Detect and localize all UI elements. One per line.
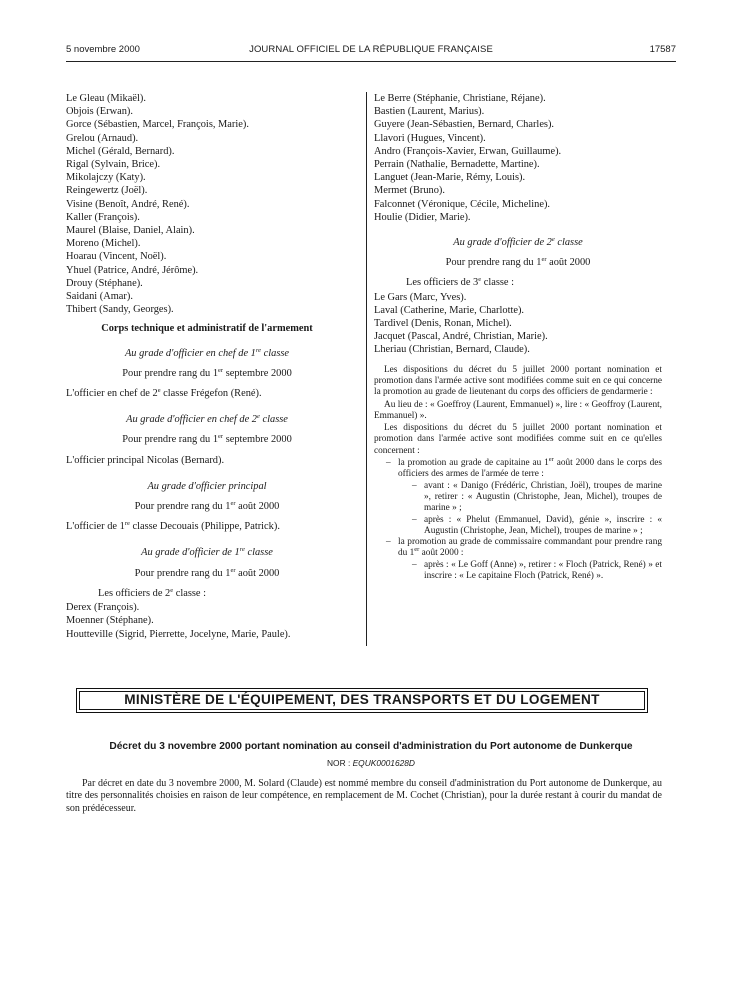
name-entry: Objois (Erwan). [66,106,133,118]
amendment-paragraph: Les dispositions du décret du 5 juillet 2000 portant nomination et promotion dans l'armée active sont modifiées comme suit en ce qui concerne la promotion au grade de lieutenant du corps des officiers de gendarmerie : [374,364,662,398]
right-name-list-2 [374,291,662,357]
name-entry: Languet (Jean-Marie, Rémy, Louis). [374,172,526,184]
grade-heading: Au grade d'officier de 1re classe [141,546,273,559]
amendment-paragraph: Les dispositions du décret du 5 juillet 2000 portant nomination et promotion dans l'armée active sont modifiées comme suit en ce qu'elles concernent : [374,423,662,456]
name-entry: Drouy (Stéphane). [66,277,143,289]
name-entry: Thibert (Sandy, Georges). [66,304,174,316]
name-entry: Guyere (Jean-Sébastien, Bernard, Charles). [374,119,555,131]
name-entry: Falconnet (Véronique, Cécile, Micheline). [374,198,551,210]
name-entry: Visine (Benoît, André, René). [66,198,190,210]
amendment-sub-bullet: – après : « Le Goff (Anne) », retirer : « Floch (Patrick, René) » et inscrire : « Le capitaine Floch (Patrick, René) ». [412,559,662,581]
name-entry: Yhuel (Patrice, André, Jérôme). [66,264,199,276]
grade-heading: Au grade d'officier principal [147,480,267,492]
decree-title: Décret du 3 novembre 2000 portant nomination au conseil d'administration du Port autonome de Dunkerque [109,741,633,752]
officers-class-label: Les officiers de 2e classe : [98,586,207,599]
ministry-heading: MINISTÈRE DE L'ÉQUIPEMENT, DES TRANSPORTS ET DU LOGEMENT [76,688,648,713]
corps-title: Corps technique et administratif de l'armement [101,323,313,335]
name-entry: Gorce (Sébastien, Marcel, François, Marie). [66,119,249,131]
page-header [66,44,676,58]
name-entry: Houlie (Didier, Marie). [374,211,471,223]
name-entry: Andro (François-Xavier, Erwan, Guillaume). [374,145,562,157]
officer-entry: L'officier principal Nicolas (Bernard). [66,454,225,466]
name-entry: Jacquet (Pascal, André, Christian, Marie). [374,331,548,343]
name-entry: Mikolajczy (Katy). [66,172,146,184]
name-entry: Bastien (Laurent, Marius). [374,106,485,118]
name-entry: Llavori (Hugues, Vincent). [374,132,486,144]
name-entry: Perrain (Nathalie, Bernadette, Martine). [374,159,540,171]
name-entry: Laval (Catherine, Marie, Charlotte). [374,304,525,316]
nor-reference: NOR : EQUK0001628D [327,758,415,768]
grade-heading: Au grade d'officier en chef de 2e classe [126,413,288,426]
name-entry: Maurel (Blaise, Daniel, Alain). [66,225,195,237]
header-date: 5 novembre 2000 [66,44,140,55]
left-name-list-2 [66,601,348,641]
rank-date: Pour prendre rang du 1er août 2000 [445,256,591,269]
column-divider [366,92,367,646]
amendment-paragraph: Au lieu de : « Goeffroy (Laurent, Emmanuel) », lire : « Geoffroy (Laurent, Emmanuel) ». [374,399,662,421]
name-entry: Grelou (Arnaud). [66,132,139,144]
grade-heading: Au grade d'officier de 2e classe [453,236,583,249]
nor-code: EQUK0001628D [352,758,415,768]
header-page-number: 17587 [649,44,676,55]
rank-date: Pour prendre rang du 1er août 2000 [134,566,280,579]
name-entry: Hoarau (Vincent, Noël). [66,251,167,263]
header-journal-title: JOURNAL OFFICIEL DE LA RÉPUBLIQUE FRANÇAISE [249,44,493,55]
officers-class-label: Les officiers de 3e classe : [406,276,515,289]
name-entry: Houtteville (Sigrid, Pierrette, Jocelyne, Marie, Paule). [66,628,291,640]
amendment-sub-bullet: – avant : « Danigo (Frédéric, Christian, Joël), troupes de marine », retirer : « Augustin (Christophe, Jean, Michel), troupes de marine » ; [412,480,662,514]
name-entry: Lheriau (Christian, Bernard, Claude). [374,344,530,356]
name-entry: Mermet (Bruno). [374,185,445,197]
name-entry: Kaller (François). [66,211,140,223]
name-entry: Rigal (Sylvain, Brice). [66,159,161,171]
name-entry: Moreno (Michel). [66,238,141,250]
amendment-bullet: – la promotion au grade de capitaine au 1er août 2000 dans le corps des officiers des armes de l'armée de terre : [386,456,663,480]
amendment-bullet: – la promotion au grade de commissaire commandant pour prendre rang du 1er août 2000 : [386,537,662,559]
header-rule [66,61,676,62]
name-entry: Michel (Gérald, Bernard). [66,145,175,157]
name-entry: Le Gleau (Mikaël). [66,93,146,104]
name-entry: Le Gars (Marc, Yves). [374,291,467,303]
grade-heading: Au grade d'officier en chef de 1re classe [124,346,290,359]
name-entry: Tardivel (Denis, Ronan, Michel). [374,318,512,330]
left-column [66,92,348,641]
left-name-list [66,92,348,316]
officer-entry: L'officier de 1re classe Decouais (Philippe, Patrick). [66,520,280,533]
name-entry: Reingewertz (Joël). [66,185,148,197]
name-entry: Saidani (Amar). [66,291,133,303]
officer-entry: L'officier en chef de 2e classe Frégefon (René). [66,387,262,400]
right-name-list [374,92,662,224]
name-entry: Le Berre (Stéphanie, Christiane, Réjane). [374,93,546,104]
right-column [374,92,662,582]
name-entry: Moenner (Stéphane). [66,615,154,627]
rank-date: Pour prendre rang du 1er septembre 2000 [122,366,292,379]
amendment-sub-bullet: – après : « Phelut (Emmanuel, David), génie », inscrire : « Augustin (Christophe, Jean, Michel), troupes de marine » ; [412,514,662,536]
amendment-text [374,365,662,583]
rank-date: Pour prendre rang du 1er août 2000 [134,500,280,513]
decree-body: Par décret en date du 3 novembre 2000, M. Solard (Claude) est nommé membre du conseil d'administration du Port autonome de Dunkerque, au titre des personnalités choisies en raison de leur compétence, en remplacement de M. Cochet (Christian), pour la durée restant à courir du mandat de son prédécesseur. [66,778,662,814]
name-entry: Derex (François). [66,602,140,614]
rank-date: Pour prendre rang du 1er septembre 2000 [122,433,292,446]
